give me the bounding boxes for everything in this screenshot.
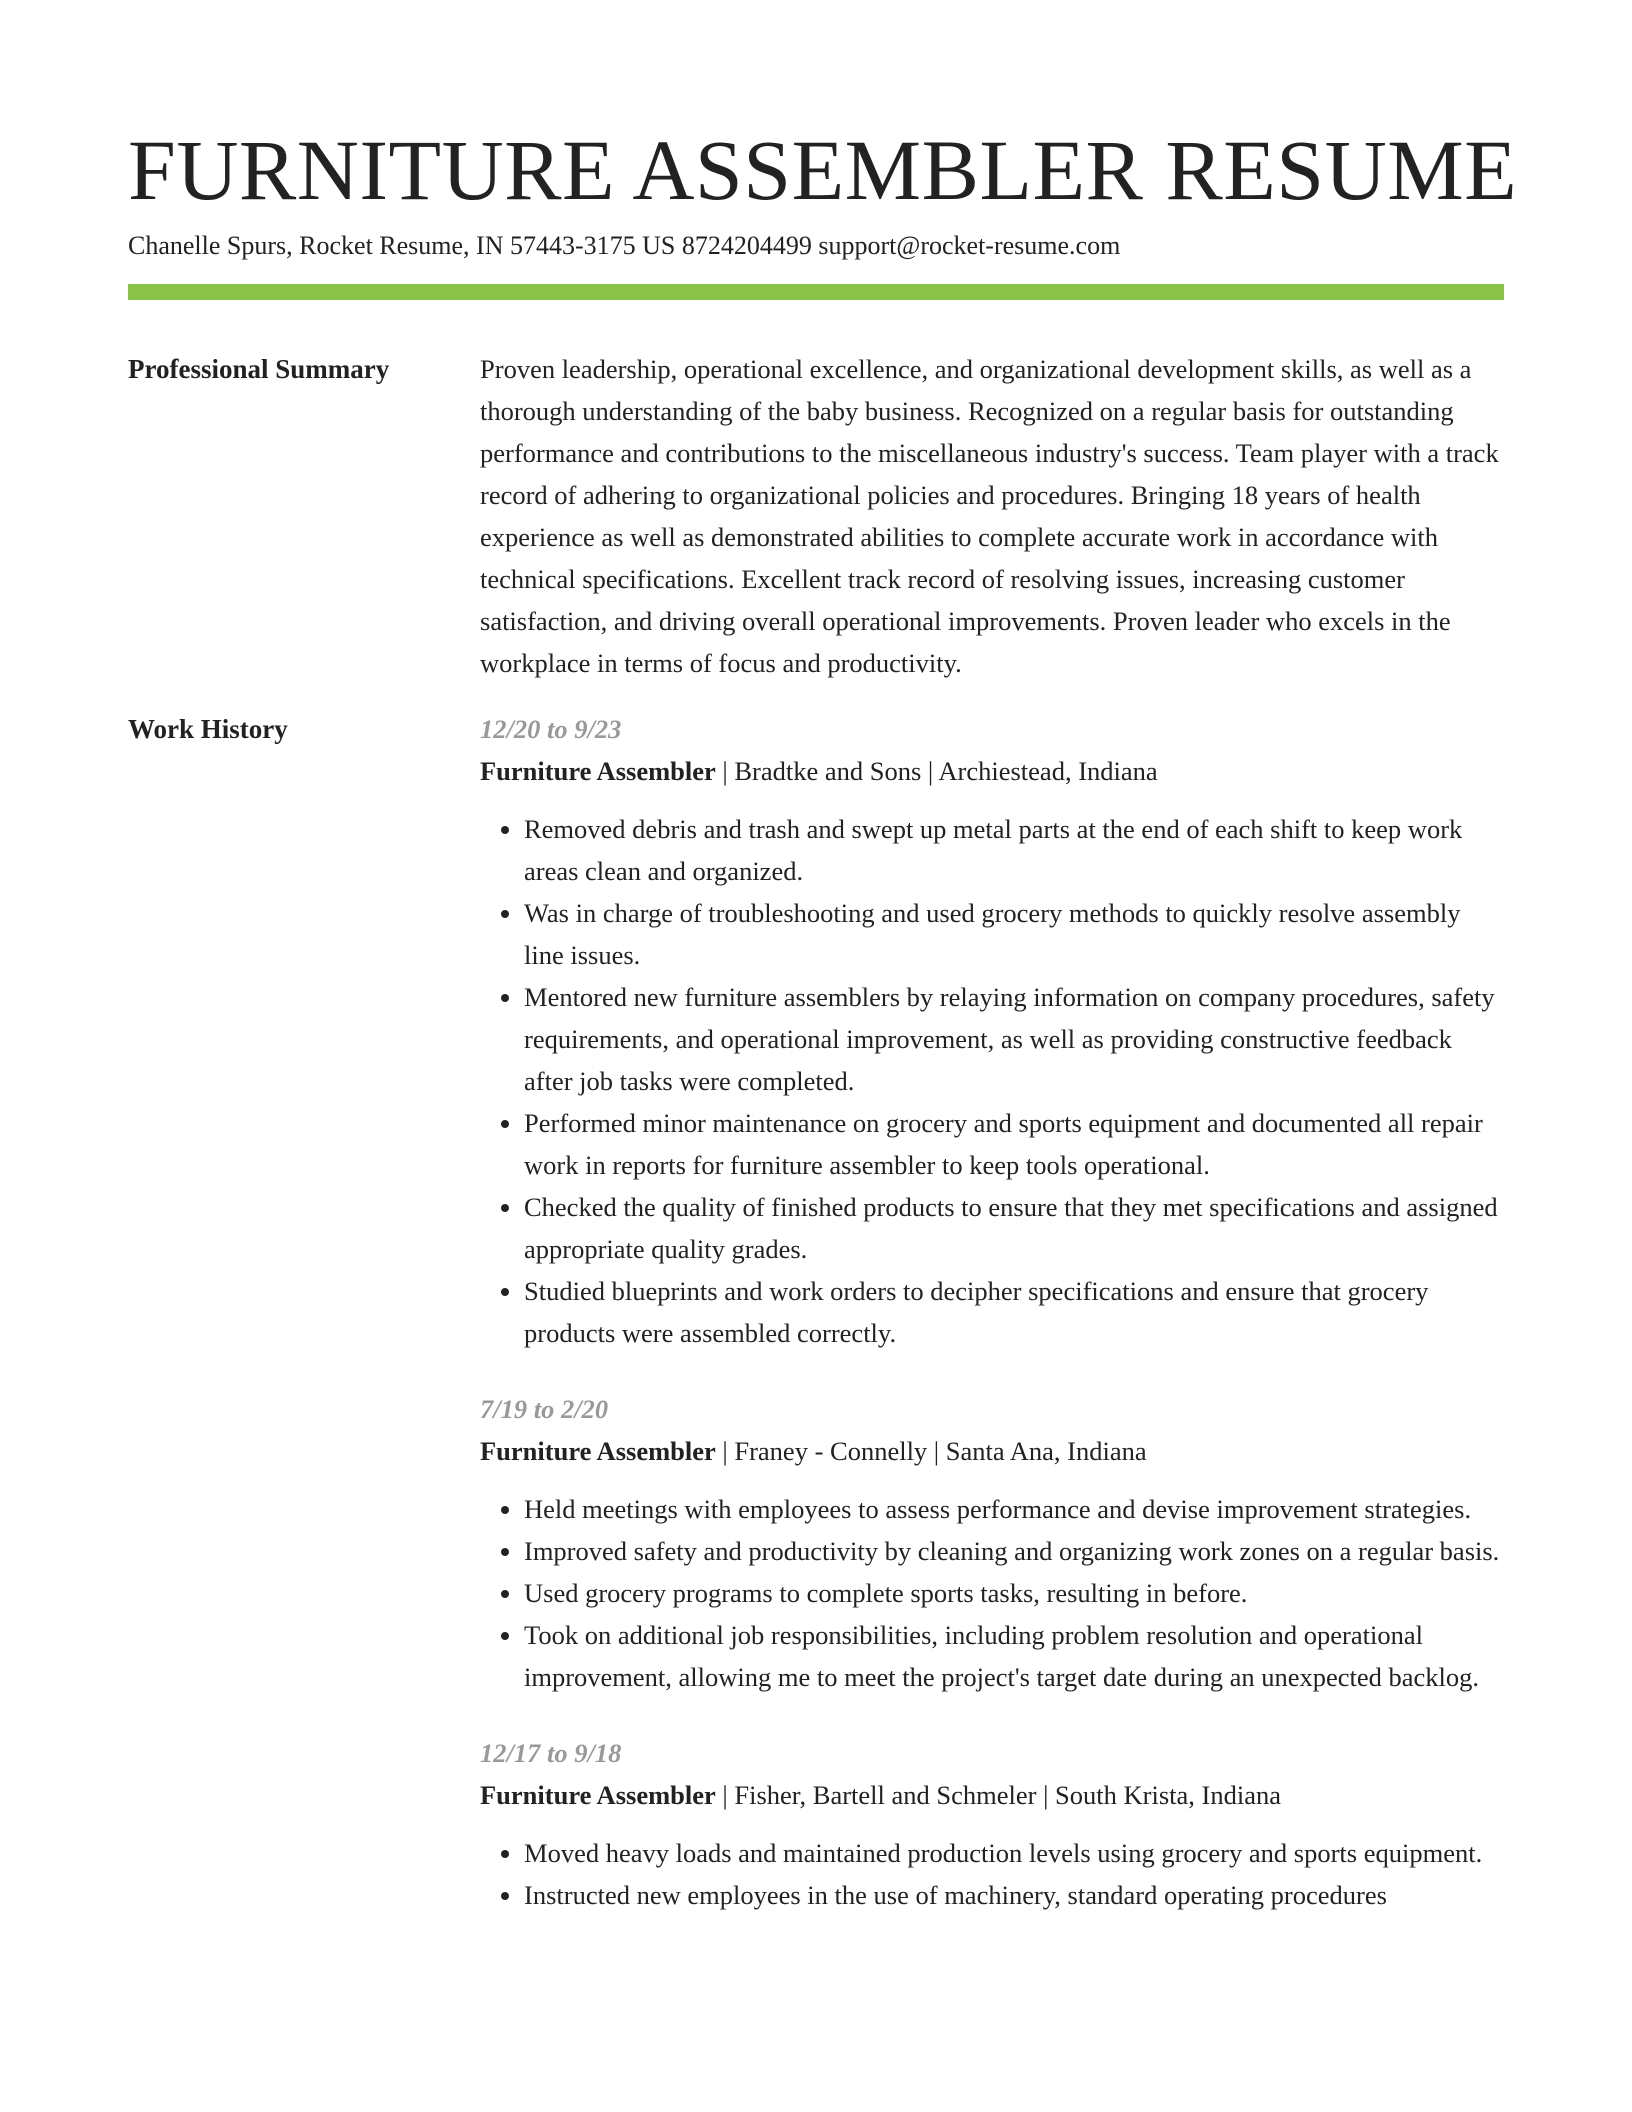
- job-dates: 12/17 to 9/18: [480, 1738, 622, 1768]
- job-header: [480, 750, 1504, 792]
- job-bullets: [480, 1832, 1504, 1916]
- job-entry: [480, 708, 1504, 1354]
- job-details: | Franey - Connelly | Santa Ana, Indiana: [715, 1436, 1147, 1466]
- job-bullets: [480, 1488, 1504, 1698]
- summary-body: [480, 348, 1504, 684]
- job-bullet: • Mentored new furniture assemblers by relaying information on company procedures, safety requirements, and operational improvement, as well as providing constructive feedback after job tasks were completed.: [524, 976, 1504, 1102]
- section-label-work-history: Work History: [128, 714, 288, 744]
- job-bullet: • Performed minor maintenance on grocery and sports equipment and documented all repair work in reports for furniture assembler to keep tools operational.: [524, 1102, 1504, 1186]
- accent-divider: [128, 284, 1504, 300]
- job-bullet: • Moved heavy loads and maintained production levels using grocery and sports equipment.: [524, 1832, 1504, 1874]
- job-header: [480, 1774, 1504, 1816]
- job-entry: [480, 1388, 1504, 1698]
- job-bullet: • Held meetings with employees to assess performance and devise improvement strategies.: [524, 1488, 1504, 1530]
- professional-summary-section: [128, 348, 1504, 684]
- job-title: Furniture Assembler: [480, 1780, 716, 1810]
- job-bullet: • Used grocery programs to complete sports tasks, resulting in before.: [524, 1572, 1504, 1614]
- job-title: Furniture Assembler: [480, 1436, 716, 1466]
- job-bullet: • Took on additional job responsibilities, including problem resolution and operational improvement, allowing me to meet the project's target date during an unexpected backlog.: [524, 1614, 1504, 1698]
- job-bullet: • Improved safety and productivity by cleaning and organizing work zones on a regular basis.: [524, 1530, 1504, 1572]
- resume-page: [128, 120, 1518, 1950]
- job-header: [480, 1430, 1504, 1472]
- work-history-section: [128, 708, 1504, 1950]
- job-bullet: • Checked the quality of finished products to ensure that they met specifications and assigned appropriate quality grades.: [524, 1186, 1504, 1270]
- job-bullet: • Studied blueprints and work orders to decipher specifications and ensure that grocery products were assembled correctly.: [524, 1270, 1504, 1354]
- summary-text: Proven leadership, operational excellence, and organizational development skills, as well as a thorough understanding of the baby business. Recognized on a regular basis for outstanding performance and contributions to the miscellaneous industry's success. Team player with a track record of adhering to organizational policies and procedures. Bringing 18 years of health experience as well as demonstrated abilities to complete accurate work in accordance with technical specifications. Excellent track record of resolving issues, increasing customer satisfaction, and driving overall operational improvements. Proven leader who excels in the workplace in terms of focus and productivity.: [480, 354, 1499, 678]
- resume-title: FURNITURE ASSEMBLER RESUME: [128, 122, 1518, 218]
- job-entry: [480, 1732, 1504, 1916]
- job-details: | Bradtke and Sons | Archiestead, Indiana: [715, 756, 1158, 786]
- work-history-body: [480, 708, 1504, 1950]
- job-bullet: • Removed debris and trash and swept up metal parts at the end of each shift to keep work areas clean and organized.: [524, 808, 1504, 892]
- job-bullets: [480, 808, 1504, 1354]
- job-details: | Fisher, Bartell and Schmeler | South Krista, Indiana: [715, 1780, 1281, 1810]
- job-title: Furniture Assembler: [480, 756, 716, 786]
- job-dates: 12/20 to 9/23: [480, 714, 622, 744]
- job-bullet: • Instructed new employees in the use of machinery, standard operating procedures: [524, 1874, 1504, 1916]
- job-bullet: • Was in charge of troubleshooting and used grocery methods to quickly resolve assembly line issues.: [524, 892, 1504, 976]
- section-label-summary: Professional Summary: [128, 354, 390, 384]
- contact-line: Chanelle Spurs, Rocket Resume, IN 57443-3175 US 8724204499 support@rocket-resume.com: [128, 231, 1121, 260]
- job-dates: 7/19 to 2/20: [480, 1394, 609, 1424]
